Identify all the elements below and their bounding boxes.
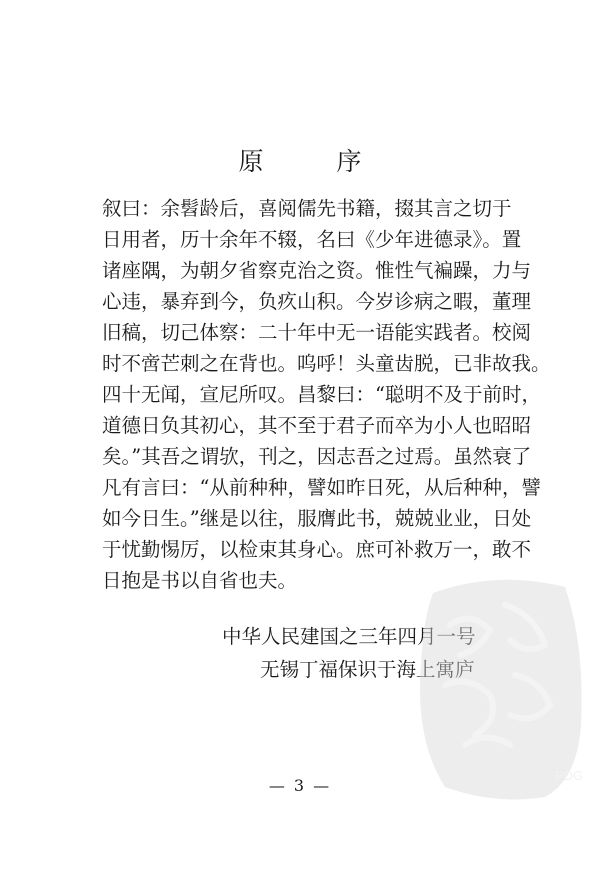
text-line: 如今日生。”继是以往，服膺此书，兢兢业业，日处 xyxy=(102,507,532,530)
text-line: 诸座隅，为朝夕省察克治之资。惟性气褊躁，力与 xyxy=(102,259,532,282)
text-line: 时不啻芒刺之在背也。呜呼！头童齿脱，已非故我。 xyxy=(102,352,551,375)
text-line: 心违，暴弃到今，负疚山积。今岁诊病之暇，董理 xyxy=(102,290,532,313)
text-line: 旧稿，切己体察：二十年中无一语能实践者。校阅 xyxy=(102,321,532,344)
text-line: 矣。”其吾之谓欤，刊之，因志吾之过焉。虽然衰了 xyxy=(102,445,532,468)
text-line: 日抱是书以自省也夫。 xyxy=(102,569,298,592)
watermark-label: PDG xyxy=(555,768,584,783)
text-line: 凡有言曰：“从前种种，譬如昨日死，从后种种，譬 xyxy=(102,476,541,499)
signature-author: 无锡丁福保识于海上寓庐 xyxy=(260,658,475,681)
watermark-stamp-icon xyxy=(405,565,590,805)
text-line: 于忧勤惕厉，以检束其身心。庶可补救万一，敢不 xyxy=(102,538,532,561)
page-number: — 3 — xyxy=(268,776,332,795)
text-line: 日用者，历十余年不辍，名曰《少年进德录》。置 xyxy=(102,228,522,251)
text-line: 道德日负其初心，其不至于君子而卒为小人也昭昭 xyxy=(102,414,532,437)
text-line: 叙曰：余髫龄后，喜阅儒先书籍，掇其言之切于 xyxy=(102,197,512,220)
page-title: 原 序 xyxy=(238,147,386,176)
signature-date: 中华人民建国之三年四月一号 xyxy=(222,625,476,648)
text-line: 四十无闻，宣尼所叹。昌黎曰：“聪明不及于前时， xyxy=(102,383,541,406)
